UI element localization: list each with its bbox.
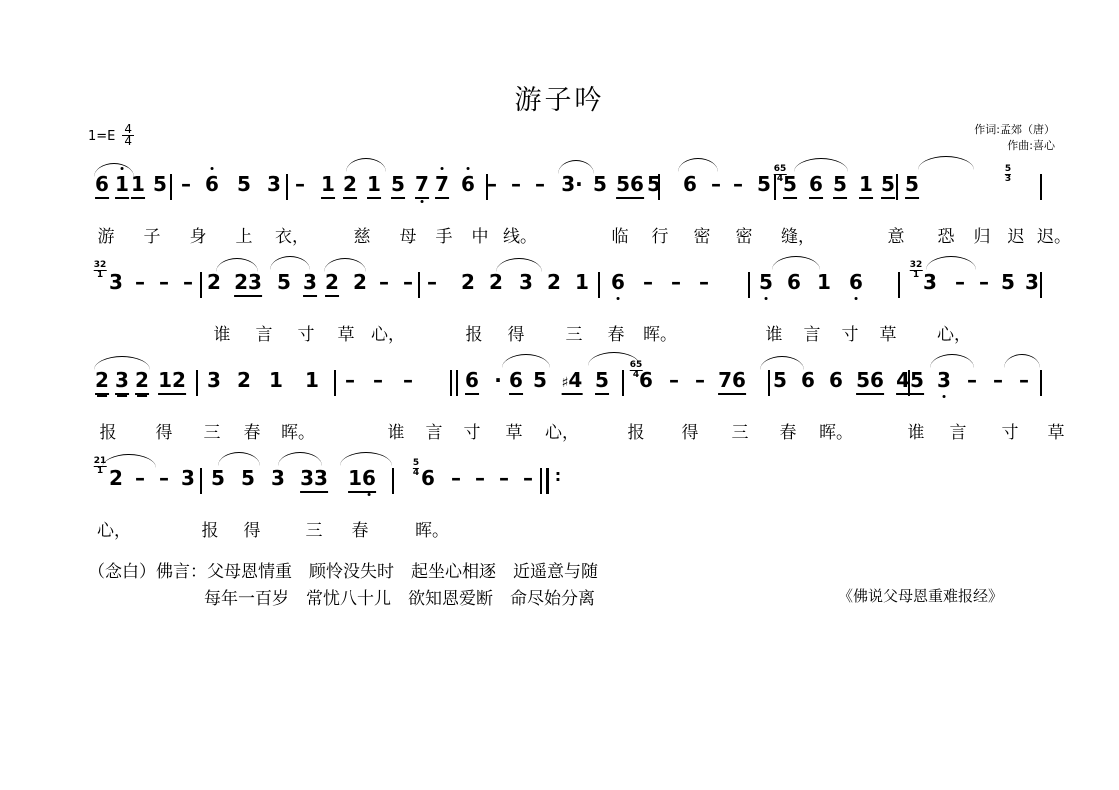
lyric-syllable: 三 <box>203 423 221 443</box>
barline <box>286 174 288 200</box>
lyric-syllable: 言 <box>949 423 967 443</box>
lyric-syllable: 谁 <box>387 423 405 443</box>
lyricist-line: 作词:孟郊（唐） <box>974 123 1055 136</box>
lyric-syllable: 归 <box>973 227 991 247</box>
lyric-syllable: 母 <box>399 227 417 247</box>
lyrics-row-3 <box>88 418 1065 444</box>
lyric-syllable: 得 <box>155 423 173 443</box>
lyric-syllable: 迟。 <box>1037 227 1071 247</box>
lyrics-row-1 <box>88 222 1071 248</box>
barline <box>418 272 420 298</box>
slur <box>926 256 976 270</box>
repeat-barline <box>546 468 549 494</box>
barline <box>200 272 202 298</box>
lyric-syllable: 慈 <box>353 227 371 247</box>
lyric-syllable: 中 <box>471 227 489 247</box>
lyric-syllable: 恐 <box>937 227 955 247</box>
lyric-syllable: 心， <box>97 521 131 541</box>
barline <box>622 370 624 396</box>
barline <box>898 272 900 298</box>
lyric-syllable: 草 <box>337 325 355 345</box>
lyric-syllable: 言 <box>255 325 273 345</box>
lyric-syllable: 行 <box>651 227 669 247</box>
slur <box>918 156 974 170</box>
barline <box>334 370 336 396</box>
slur <box>346 158 386 172</box>
lyric-syllable: 心， <box>371 325 405 345</box>
lyric-syllable: 晖。 <box>643 325 677 345</box>
barline <box>1040 272 1042 298</box>
lyric-syllable: 心， <box>545 423 579 443</box>
lyric-syllable: 晖。 <box>281 423 315 443</box>
lyric-syllable: 心， <box>937 325 971 345</box>
music-system-4 <box>88 456 1040 542</box>
lyric-syllable: 草 <box>879 325 897 345</box>
slur <box>1004 354 1040 368</box>
barline <box>450 370 452 396</box>
barline <box>1040 370 1042 396</box>
lyric-syllable: 寸 <box>1001 423 1019 443</box>
lyric-syllable: 意 <box>887 227 905 247</box>
lyric-syllable: 报 <box>201 521 219 541</box>
notes-row-4: 21 1 5 4 2 – – 3 5 5 3 33 16 6 – – – – : <box>88 466 1040 500</box>
lyric-syllable: 得 <box>507 325 525 345</box>
page-title: 游子吟 <box>514 85 605 116</box>
barline <box>598 272 600 298</box>
lyrics-row-2 <box>88 320 1040 346</box>
lyric-syllable: 子 <box>143 227 161 247</box>
lyric-syllable: 迟 <box>1007 227 1025 247</box>
lyric-syllable: 游 <box>97 227 115 247</box>
lyric-syllable: 上 <box>235 227 253 247</box>
slur <box>678 158 718 172</box>
credits <box>974 122 1055 154</box>
music-system-1 <box>88 164 1071 248</box>
spoken-line-2 <box>204 584 595 609</box>
lyric-syllable: 谁 <box>765 325 783 345</box>
slur <box>270 256 310 270</box>
lyrics-row-4 <box>88 516 1040 542</box>
lyric-syllable: 晖。 <box>819 423 853 443</box>
spoken-line-1 <box>88 557 598 582</box>
spoken-label: （念白）佛言： <box>88 562 207 582</box>
barline <box>748 272 750 298</box>
lyric-syllable: 谁 <box>907 423 925 443</box>
lyric-syllable: 春 <box>243 423 261 443</box>
slur <box>218 452 260 466</box>
music-system-2 <box>88 260 1040 346</box>
lyric-syllable: 谁 <box>213 325 231 345</box>
meter-denominator: 4 <box>124 134 133 148</box>
lyric-syllable: 手 <box>435 227 453 247</box>
lyric-syllable: 密 <box>693 227 711 247</box>
source-citation: 《佛说父母恩重难报经》 <box>838 587 1004 605</box>
lyric-syllable: 三 <box>305 521 323 541</box>
barline <box>1040 174 1042 200</box>
slur <box>794 158 848 172</box>
lyric-syllable: 报 <box>99 423 117 443</box>
barline <box>456 370 458 396</box>
slur <box>930 354 974 368</box>
lyric-syllable: 三 <box>565 325 583 345</box>
slur <box>278 452 322 466</box>
slur <box>772 256 820 270</box>
lyric-syllable: 身 <box>189 227 207 247</box>
lyric-syllable: 春 <box>779 423 797 443</box>
slur <box>340 452 392 466</box>
barline <box>200 468 202 494</box>
lyric-syllable: 得 <box>243 521 261 541</box>
notes-row-3: 65 4 2 3 2 12 3 2 1 1 – – – 6 · 6 5 ♯4 5 6 – – 76 5 6 6 56 45 3 – – – <box>88 368 1040 402</box>
key-label: 1=E <box>88 129 116 144</box>
lyric-syllable: 寸 <box>297 325 315 345</box>
lyric-syllable: 临 <box>611 227 629 247</box>
meter-numerator: 4 <box>124 122 133 136</box>
time-signature <box>122 124 134 147</box>
slur <box>502 354 550 368</box>
barline <box>196 370 198 396</box>
key-signature <box>88 122 134 148</box>
lyric-syllable: 缝， <box>781 227 815 247</box>
spoken-text-1: 父母恩情重 顾怜没失时 起坐心相逐 近遥意与随 <box>207 562 598 582</box>
barline <box>170 174 172 200</box>
lyric-syllable: 草 <box>1047 423 1065 443</box>
lyric-syllable: 言 <box>425 423 443 443</box>
lyric-syllable: 春 <box>607 325 625 345</box>
barline <box>896 174 898 200</box>
barline <box>540 468 542 494</box>
lyric-syllable: 线。 <box>503 227 537 247</box>
lyric-syllable: 寸 <box>841 325 859 345</box>
lyric-syllable: 密 <box>735 227 753 247</box>
lyric-syllable: 寸 <box>463 423 481 443</box>
lyric-syllable: 晖。 <box>415 521 449 541</box>
barline <box>392 468 394 494</box>
lyric-syllable: 得 <box>681 423 699 443</box>
music-system-3 <box>88 360 1065 444</box>
lyric-syllable: 言 <box>803 325 821 345</box>
lyric-syllable: 报 <box>627 423 645 443</box>
spoken-text-2: 每年一百岁 常忧八十儿 欲知恩爱断 命尽始分离 <box>204 589 595 609</box>
lyric-syllable: 草 <box>505 423 523 443</box>
lyric-syllable: 报 <box>465 325 483 345</box>
lyric-syllable: 三 <box>731 423 749 443</box>
notes-row-1: 65 4 5 3 6 1 1 5 – 6 5 3 – 1 2 1 5 7 7 6 – – – 3· 5 56 5 6 – – 5 5 6 5 1 5 5 <box>88 172 1040 206</box>
lyric-syllable: 衣， <box>275 227 309 247</box>
barline <box>768 370 770 396</box>
notes-row-2: 32 1 32 1 3 – – – 2 23 5 3 2 2 – – – 2 2 3 2 1 6 – – – 5 6 1 6 3 – – 5 3 <box>88 270 1040 304</box>
composer-line: 作曲:喜心 <box>1007 139 1055 152</box>
lyric-syllable: 春 <box>351 521 369 541</box>
